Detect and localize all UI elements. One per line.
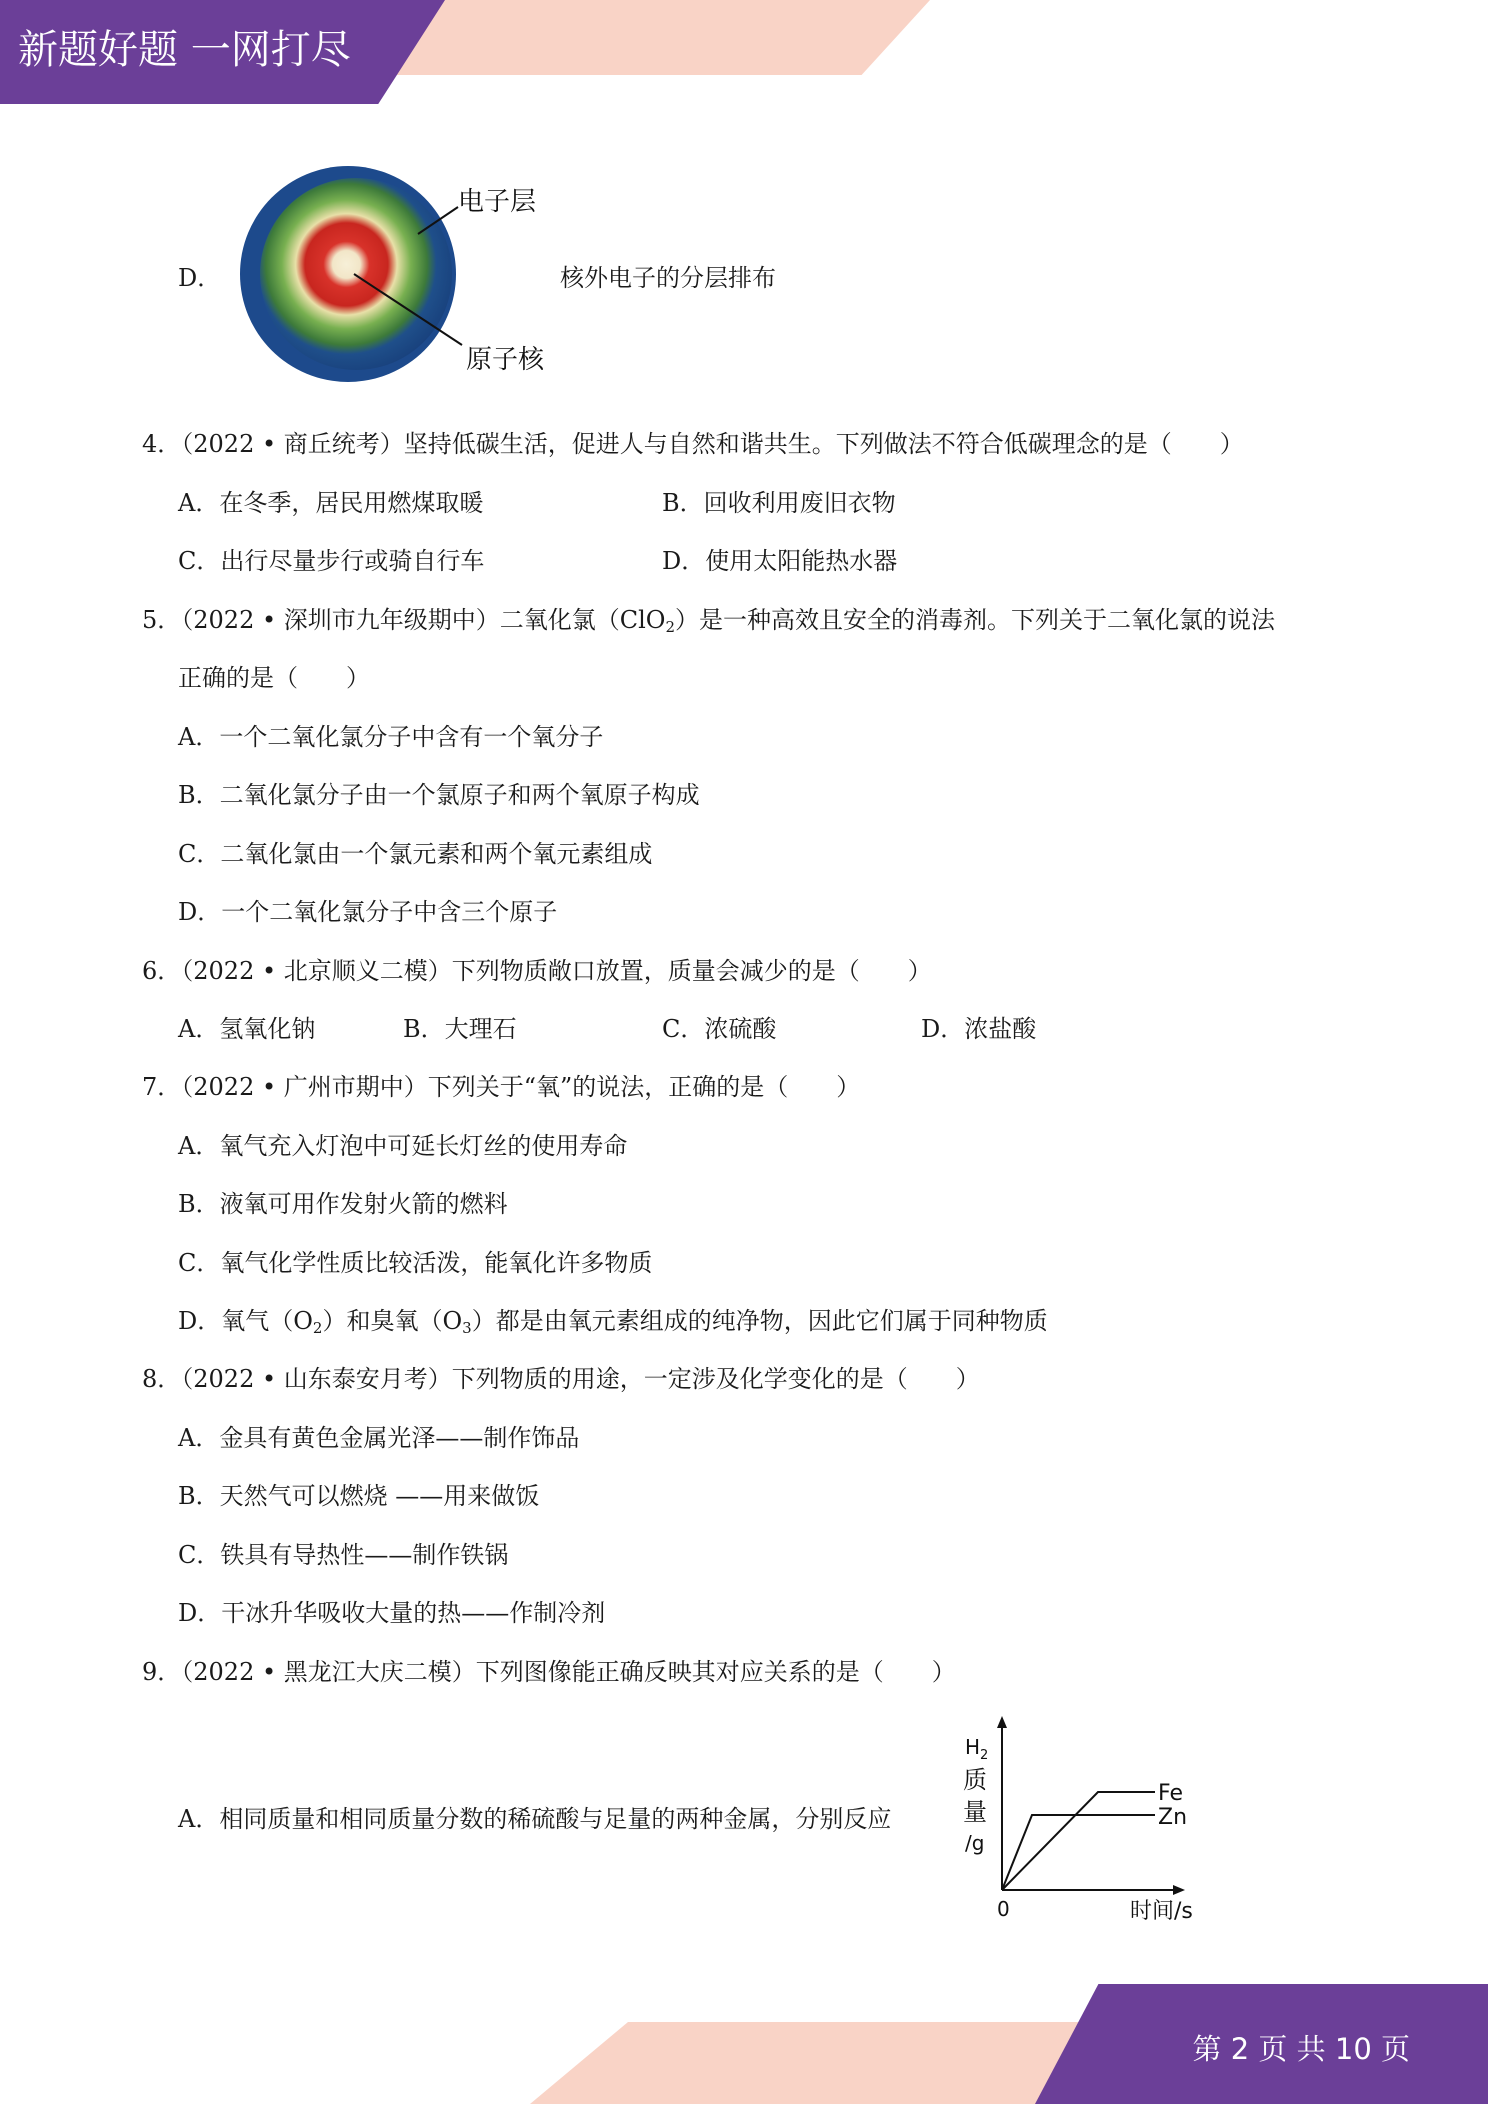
header-title: 新题好题 一网打尽 [18,27,351,73]
q4-option-d: D．使用太阳能热水器 [662,547,898,575]
origin-label: 0 [997,1897,1010,1921]
q5-stem [142,605,1275,635]
y-label-line2: 量 [963,1798,987,1826]
page-number: 第 2 页 共 10 页 [1192,2032,1410,2066]
q7-option-c: C．氧气化学性质比较活泼，能氧化许多物质 [178,1249,653,1277]
q9-option-a-text: A．相同质量和相同质量分数的稀硫酸与足量的两种金属，分别反应 [178,1805,892,1833]
q4-option-b: B．回收利用废旧衣物 [662,489,896,517]
q5-option-b: B．二氧化氯分子由一个氯原子和两个氧原子构成 [178,781,700,809]
q5-stem-post: ）是一种高效且安全的消毒剂。下列关于二氧化氯的说法 [675,606,1276,634]
header-accent-band [360,0,930,75]
q6-option-a: A．氢氧化钠 [178,1015,316,1043]
q5-option-d: D．一个二氧化氯分子中含三个原子 [178,898,558,926]
x-axis-arrow [1173,1885,1185,1895]
q8-option-c: C．铁具有导热性——制作铁锅 [178,1541,509,1569]
q3-option-d-text: 核外电子的分层排布 [560,264,776,292]
q5-stem-sub: 2 [665,618,676,636]
q9-graph-a [955,1712,1215,1932]
shell-label: 电子层 [458,187,537,217]
q6-option-c: C．浓硫酸 [662,1015,777,1043]
q7-d-part3: ）都是由氧元素组成的纯净物，因此它们属于同种物质 [471,1307,1048,1335]
q9-stem: 9．（2022 • 黑龙江大庆二模）下列图像能正确反映其对应关系的是（ ） [142,1658,956,1686]
q6-stem: 6．（2022 • 北京顺义二模）下列物质敞口放置，质量会减少的是（ ） [142,957,932,985]
q7-d-part1: D．氧气（O [178,1307,313,1335]
y-axis-arrow [997,1716,1007,1728]
q5-stem-pre: 5．（2022 • 深圳市九年级期中）二氧化氯（ClO [142,606,666,634]
q7-stem: 7．（2022 • 广州市期中）下列关于“氧”的说法，正确的是（ ） [142,1073,861,1101]
q7-d-sub1: 2 [312,1319,323,1337]
q8-option-a: A．金具有黄色金属光泽——制作饰品 [178,1424,580,1452]
q8-stem: 8．（2022 • 山东泰安月考）下列物质的用途，一定涉及化学变化的是（ ） [142,1365,980,1393]
q7-option-a: A．氧气充入灯泡中可延长灯丝的使用寿命 [178,1132,628,1160]
y-label-unit: /g [965,1831,985,1855]
q8-option-d: D．干冰升华吸收大量的热——作制冷剂 [178,1599,606,1627]
q7-d-sub2: 3 [462,1319,472,1337]
series-zn-label: Zn [1158,1805,1188,1830]
atom-structure-figure [236,162,566,392]
q7-option-b: B．液氧可用作发射火箭的燃料 [178,1190,508,1218]
y-label-line1: 质 [963,1766,987,1794]
q7-option-d [178,1306,1048,1336]
q4-option-c: C．出行尽量步行或骑自行车 [178,547,485,575]
nucleus-label: 原子核 [466,345,545,375]
x-label: 时间/s [1130,1899,1193,1924]
q7-d-part2: ）和臭氧（O [322,1307,463,1335]
q5-option-a: A．一个二氧化氯分子中含有一个氧分子 [178,723,604,751]
series-fe-label: Fe [1158,1781,1183,1806]
q6-option-b: B．大理石 [403,1015,517,1043]
electron-shells [260,178,452,370]
q4-stem: 4．（2022 • 商丘统考）坚持低碳生活，促进人与自然和谐共生。下列做法不符合低碳理念的是（ ） [142,430,1244,458]
series-zn-line [1002,1815,1155,1890]
y-label-h: $H_2$ [965,1735,989,1763]
q5-option-c: C．二氧化氯由一个氯元素和两个氧元素组成 [178,840,653,868]
q8-option-b: B．天然气可以燃烧 ——用来做饭 [178,1482,540,1510]
q3-option-d-label: D． [178,264,222,292]
q5-stem-line2: 正确的是（ ） [178,664,370,692]
series-fe-line [1002,1792,1155,1890]
q4-option-a: A．在冬季，居民用燃煤取暖 [178,489,484,517]
q6-option-d: D．浓盐酸 [921,1015,1037,1043]
